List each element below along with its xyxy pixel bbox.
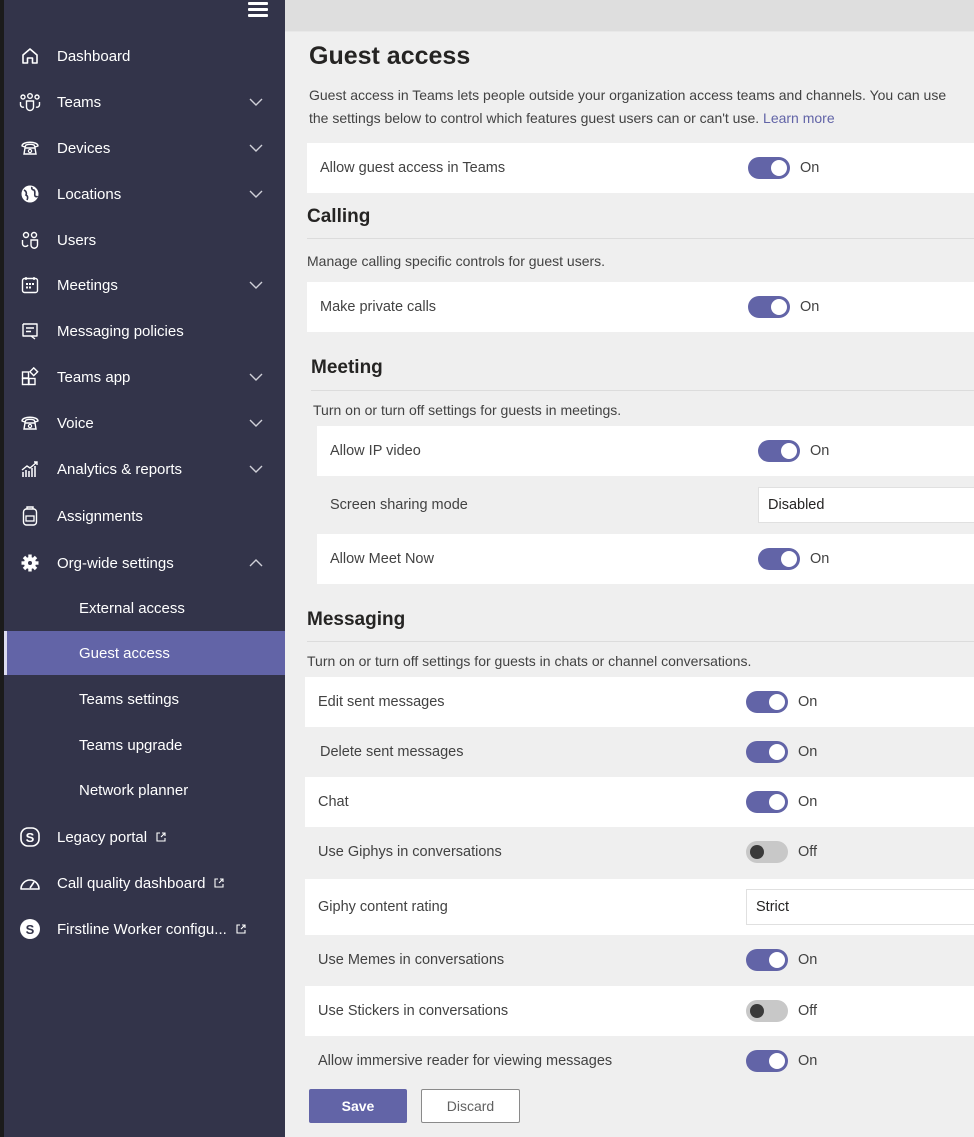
section-divider bbox=[311, 390, 974, 391]
sidebar-subitem-label: Guest access bbox=[79, 644, 170, 662]
use-stickers-toggle[interactable] bbox=[746, 1000, 788, 1022]
sidebar-item-teams-app[interactable] bbox=[4, 357, 285, 397]
sidebar-subitem-network-planner[interactable] bbox=[4, 768, 285, 812]
chat-toggle[interactable] bbox=[746, 791, 788, 813]
external-link-icon bbox=[213, 877, 225, 889]
sidebar-item-dashboard[interactable] bbox=[4, 36, 285, 76]
chevron-down-icon[interactable] bbox=[248, 461, 264, 477]
toggle-state: On bbox=[798, 952, 818, 968]
setting-row-giphy-content-rating bbox=[305, 879, 974, 935]
sidebar-item-org-wide-settings[interactable] bbox=[4, 543, 285, 583]
toggle-state: On bbox=[800, 160, 820, 176]
sidebar-item-label: Meetings bbox=[57, 276, 118, 294]
setting-row-chat bbox=[305, 777, 974, 827]
globe-icon bbox=[18, 182, 42, 206]
external-link-icon bbox=[155, 831, 167, 843]
chevron-down-icon[interactable] bbox=[248, 186, 264, 202]
use-giphys-toggle[interactable] bbox=[746, 841, 788, 863]
sidebar-item-devices[interactable] bbox=[4, 128, 285, 168]
teams-icon bbox=[18, 90, 42, 114]
intro-text: Guest access in Teams lets people outside your organization access teams and channels. You can use the settings below to control which features guest users can or can't use. bbox=[309, 87, 947, 126]
chevron-down-icon[interactable] bbox=[248, 369, 264, 385]
analytics-icon bbox=[18, 457, 42, 481]
learn-more-link[interactable]: Learn more bbox=[763, 109, 835, 126]
sidebar-item-users[interactable] bbox=[4, 220, 285, 260]
hamburger-icon[interactable] bbox=[248, 2, 268, 20]
screen-sharing-mode-dropdown[interactable]: Disabled bbox=[758, 487, 974, 523]
toggle-state: Off bbox=[798, 1003, 818, 1019]
edit-sent-messages-toggle[interactable] bbox=[746, 691, 788, 713]
sidebar-item-label: Org-wide settings bbox=[57, 554, 174, 572]
sidebar-item-label: Analytics & reports bbox=[57, 460, 183, 478]
setting-row-use-stickers bbox=[305, 986, 974, 1036]
setting-row-edit-sent-messages bbox=[305, 677, 974, 727]
calendar-icon bbox=[18, 273, 42, 297]
allow-ip-video-toggle[interactable] bbox=[758, 440, 800, 462]
toggle-state: On bbox=[798, 794, 818, 810]
sidebar-item-meetings[interactable] bbox=[4, 265, 285, 305]
chevron-down-icon[interactable] bbox=[248, 140, 264, 156]
setting-row-use-giphys bbox=[305, 827, 974, 877]
save-button[interactable]: Save bbox=[309, 1089, 407, 1123]
section-title-calling: Calling bbox=[307, 206, 371, 227]
gauge-icon bbox=[18, 871, 42, 895]
setting-row-allow-meet-now bbox=[317, 534, 974, 584]
toggle-state: On bbox=[810, 551, 830, 567]
external-link-icon bbox=[235, 923, 247, 935]
top-bar bbox=[285, 0, 974, 32]
delete-sent-messages-toggle[interactable] bbox=[746, 741, 788, 763]
skype-icon bbox=[18, 825, 42, 849]
sidebar-item-label: Assignments bbox=[57, 507, 143, 525]
toggle-state: On bbox=[810, 443, 830, 459]
skype-filled-icon bbox=[18, 917, 42, 941]
home-icon bbox=[18, 44, 42, 68]
toggle-state: On bbox=[798, 1053, 818, 1069]
sidebar-subitem-guest-access[interactable] bbox=[4, 631, 285, 675]
setting-row-allow-guest-access bbox=[307, 143, 974, 193]
page-title: Guest access bbox=[309, 42, 471, 70]
chevron-up-icon[interactable] bbox=[248, 555, 264, 571]
svg-text:S: S bbox=[25, 922, 35, 937]
giphy-content-rating-dropdown[interactable]: Strict bbox=[746, 889, 974, 925]
phone-icon bbox=[18, 411, 42, 435]
toggle-state: On bbox=[798, 744, 818, 760]
immersive-reader-toggle[interactable] bbox=[746, 1050, 788, 1072]
setting-label: Use Giphys in conversations bbox=[318, 844, 502, 860]
chevron-down-icon[interactable] bbox=[248, 277, 264, 293]
backpack-icon bbox=[18, 504, 42, 528]
setting-label: Screen sharing mode bbox=[330, 497, 468, 513]
sidebar-item-label: Devices bbox=[57, 139, 111, 157]
sidebar-subitem-label: External access bbox=[79, 599, 185, 617]
setting-label: Edit sent messages bbox=[318, 694, 445, 710]
sidebar-item-analytics-reports[interactable] bbox=[4, 449, 285, 489]
sidebar-item-messaging-policies[interactable] bbox=[4, 311, 285, 351]
sidebar-item-label: Firstline Worker configu... bbox=[57, 920, 227, 938]
setting-label: Delete sent messages bbox=[320, 744, 464, 760]
sidebar-item-label: Messaging policies bbox=[57, 322, 184, 340]
setting-label: Allow guest access in Teams bbox=[320, 160, 506, 176]
page-intro bbox=[309, 84, 969, 129]
sidebar-subitem-external-access[interactable] bbox=[4, 586, 285, 630]
sidebar-item-label: Teams app bbox=[57, 368, 131, 386]
sidebar-item-voice[interactable] bbox=[4, 403, 285, 443]
section-divider bbox=[307, 641, 974, 642]
setting-row-allow-ip-video bbox=[317, 426, 974, 476]
setting-row-use-memes bbox=[305, 935, 974, 985]
setting-label: Giphy content rating bbox=[318, 899, 448, 915]
setting-label: Allow Meet Now bbox=[330, 551, 434, 567]
setting-label: Use Stickers in conversations bbox=[318, 1003, 509, 1019]
chevron-down-icon[interactable] bbox=[248, 415, 264, 431]
sidebar-subitem-label: Network planner bbox=[79, 781, 189, 799]
section-description: Turn on or turn off settings for guests in chats or channel conversations. bbox=[307, 653, 752, 669]
sidebar-subitem-label: Teams settings bbox=[79, 690, 180, 708]
sidebar-link-firstline-worker[interactable] bbox=[4, 909, 285, 949]
sidebar-item-label: Voice bbox=[57, 414, 94, 432]
sidebar-item-assignments[interactable] bbox=[4, 496, 285, 536]
sidebar-link-call-quality-dashboard[interactable] bbox=[4, 863, 285, 903]
allow-meet-now-toggle[interactable] bbox=[758, 548, 800, 570]
sidebar-item-label: Users bbox=[57, 231, 97, 249]
sidebar-subitem-label: Teams upgrade bbox=[79, 736, 183, 754]
setting-row-immersive-reader bbox=[305, 1036, 974, 1086]
phone-icon bbox=[18, 136, 42, 160]
discard-button[interactable]: Discard bbox=[421, 1089, 520, 1123]
section-title-meeting: Meeting bbox=[311, 357, 383, 378]
gear-icon bbox=[18, 551, 42, 575]
sidebar-item-locations[interactable] bbox=[4, 174, 285, 214]
sidebar-link-legacy-portal[interactable] bbox=[4, 817, 285, 857]
section-divider bbox=[307, 238, 974, 239]
sidebar-subitem-teams-upgrade[interactable] bbox=[4, 723, 285, 767]
sidebar-item-label: Dashboard bbox=[57, 47, 131, 65]
make-private-calls-toggle[interactable] bbox=[748, 296, 790, 318]
toggle-state: Off bbox=[798, 844, 818, 860]
toggle-state: On bbox=[798, 694, 818, 710]
sidebar-item-label: Call quality dashboard bbox=[57, 874, 206, 892]
setting-row-screen-sharing-mode bbox=[317, 480, 974, 530]
message-icon bbox=[18, 319, 42, 343]
section-title-messaging: Messaging bbox=[307, 609, 406, 630]
toggle-state: On bbox=[800, 299, 820, 315]
sidebar bbox=[4, 0, 285, 1137]
setting-label: Allow IP video bbox=[330, 443, 421, 459]
setting-label: Use Memes in conversations bbox=[318, 952, 505, 968]
sidebar-item-label: Teams bbox=[57, 93, 102, 111]
users-icon bbox=[18, 228, 42, 252]
use-memes-toggle[interactable] bbox=[746, 949, 788, 971]
section-description: Manage calling specific controls for guest users. bbox=[307, 253, 606, 269]
apps-icon bbox=[18, 365, 42, 389]
svg-text:S: S bbox=[25, 830, 35, 845]
setting-row-make-private-calls bbox=[307, 282, 974, 332]
setting-label: Allow immersive reader for viewing messages bbox=[318, 1053, 613, 1069]
sidebar-item-teams[interactable] bbox=[4, 82, 285, 122]
allow-guest-access-toggle[interactable] bbox=[748, 157, 790, 179]
sidebar-item-label: Locations bbox=[57, 185, 122, 203]
setting-label: Chat bbox=[318, 794, 349, 810]
sidebar-subitem-teams-settings[interactable] bbox=[4, 677, 285, 721]
chevron-down-icon[interactable] bbox=[248, 94, 264, 110]
setting-row-delete-sent-messages bbox=[305, 727, 974, 777]
setting-label: Make private calls bbox=[320, 299, 437, 315]
section-description: Turn on or turn off settings for guests in meetings. bbox=[313, 402, 622, 418]
main-content bbox=[285, 0, 974, 1137]
sidebar-item-label: Legacy portal bbox=[57, 828, 148, 846]
